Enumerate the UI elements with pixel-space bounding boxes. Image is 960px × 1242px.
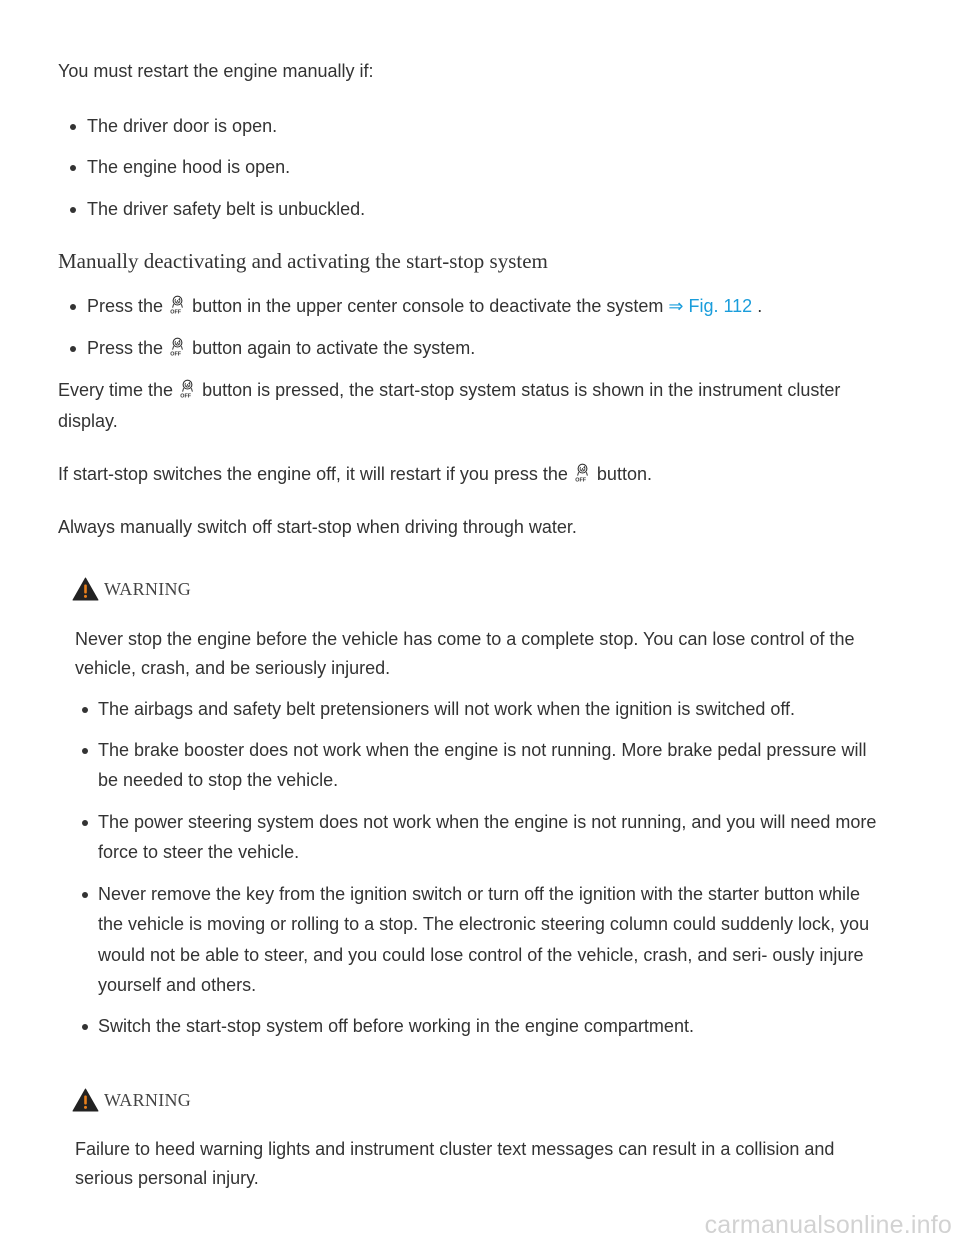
bullet-dot xyxy=(70,304,76,310)
list-item xyxy=(70,111,880,142)
water-paragraph: Always manually switch off start-stop when driving through water. xyxy=(58,517,577,537)
list-item-text: Switch the start-stop system off before working in the engine compartment. xyxy=(98,1016,694,1036)
status-paragraph xyxy=(58,375,888,437)
list-item-text xyxy=(87,333,880,364)
list-item-text xyxy=(87,291,880,322)
watermark: carmanualsonline.info xyxy=(704,1211,952,1239)
restart-text-after: button. xyxy=(596,464,652,484)
start-stop-off-icon xyxy=(170,295,185,315)
list-item-text: The power steering system does not work when the engine is not running, and you will need more force to steer the vehicle. xyxy=(98,812,877,863)
warning-triangle-icon xyxy=(72,1088,99,1112)
start-stop-off-icon xyxy=(575,463,590,483)
step-text-end: . xyxy=(757,296,763,316)
list-item-text: The driver door is open. xyxy=(87,116,278,136)
step-text-after: button in the upper center console to deactivate the system xyxy=(192,296,664,316)
warning-header xyxy=(72,574,191,604)
restart-text-before: If start-stop switches the engine off, it will restart if you press the xyxy=(58,464,568,484)
warning-header xyxy=(72,1085,191,1115)
list-item-text: The driver safety belt is unbuckled. xyxy=(87,199,366,219)
bullet-dot xyxy=(82,892,88,898)
list-item xyxy=(82,694,882,724)
section-heading: Manually deactivating and activating the start-stop system xyxy=(58,249,548,273)
list-item xyxy=(70,152,880,183)
start-stop-off-icon xyxy=(170,337,185,357)
start-stop-off-icon xyxy=(180,379,195,399)
bullet-dot xyxy=(70,207,76,213)
warning-text: Never stop the engine before the vehicle has come to a complete stop. You can lose control of the vehicle, crash, and be seriously injured. xyxy=(75,629,855,678)
warning-text: Failure to heed warning lights and instrument cluster text messages can result in a collision and serious personal injury. xyxy=(75,1139,835,1188)
intro-text: You must restart the engine manually if: xyxy=(58,61,374,81)
warning-label: WARNING xyxy=(104,578,192,599)
list-item xyxy=(70,194,880,225)
step-text-before: Press the xyxy=(87,296,164,316)
list-item xyxy=(82,735,882,796)
list-item xyxy=(70,291,880,322)
list-item xyxy=(82,1011,882,1041)
bullet-dot xyxy=(82,707,88,713)
list-item xyxy=(70,333,880,364)
status-text-after: button is pressed, the start-stop system status is shown in the instrument cluster display. xyxy=(58,380,841,431)
list-item-text: The airbags and safety belt pretensioners will not work when the ignition is switched off. xyxy=(98,699,796,719)
bullet-dot xyxy=(82,1024,88,1030)
restart-paragraph xyxy=(58,459,888,490)
step-text-after: button again to activate the system. xyxy=(192,338,476,358)
list-item xyxy=(82,807,882,868)
list-item-text: The brake booster does not work when the engine is not running. More brake pedal pressure will be needed to stop the vehicle. xyxy=(98,740,867,791)
step-text-before: Press the xyxy=(87,338,164,358)
list-item-text: Never remove the key from the ignition switch or turn off the ignition with the starter button while the vehicle is moving or rolling to a stop. The electronic steering column could suddenly lock, you would not be able to steer, and you could lose control of the vehicle, crash, and seri- ously injure yourself and others. xyxy=(98,884,870,995)
bullet-dot xyxy=(70,165,76,171)
bullet-dot xyxy=(82,820,88,826)
bullet-dot xyxy=(82,748,88,754)
list-item-text: The engine hood is open. xyxy=(87,157,291,177)
warning-triangle-icon xyxy=(72,577,99,601)
warning-label: WARNING xyxy=(104,1089,192,1110)
list-item xyxy=(82,879,882,1000)
figure-link[interactable]: ⇒ Fig. 112 xyxy=(668,296,753,316)
bullet-dot xyxy=(70,346,76,352)
status-text-before: Every time the xyxy=(58,380,174,400)
bullet-dot xyxy=(70,124,76,130)
